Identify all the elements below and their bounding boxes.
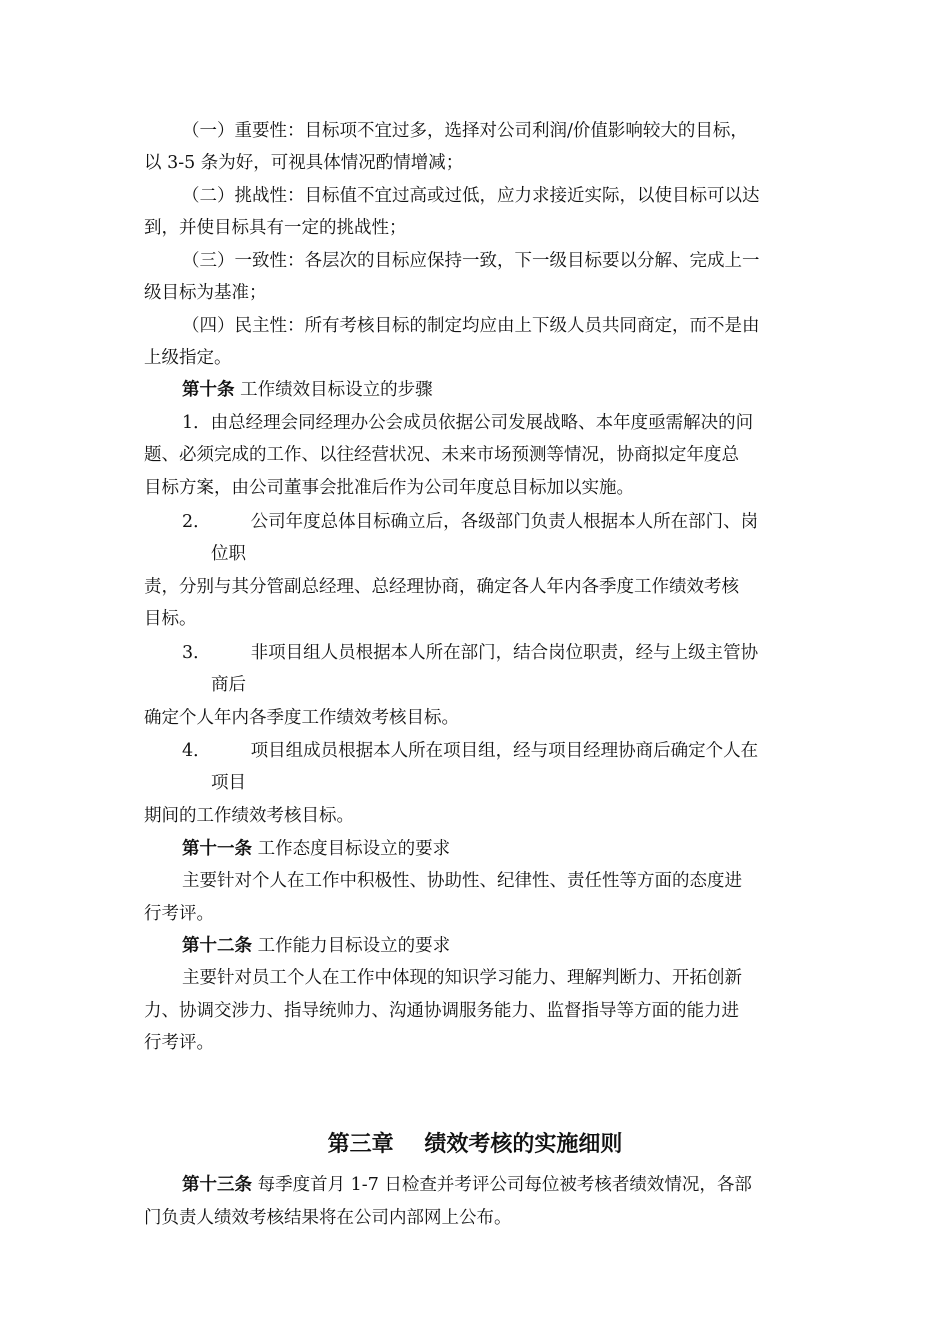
- article-12-title: 工作能力目标设立的要求: [257, 936, 451, 956]
- article-13-line-2: 门负责人绩效考核结果将在公司内部网上公布。: [144, 1208, 512, 1228]
- step-3-number: 3．: [182, 643, 211, 663]
- article-11-label: 第十一条: [182, 839, 252, 859]
- chapter-3-title: 绩效考核的实施细则: [424, 1132, 623, 1157]
- step-2-line-3: 责，分别与其分管副总经理、总经理协商，确定各人年内各季度工作绩效考核: [144, 577, 739, 597]
- step-4-line-3: 期间的工作绩效考核目标。: [144, 806, 354, 826]
- step-2-text-1: 公司年度总体目标确立后，各级部门负责人根据本人所在部门、岗: [250, 512, 759, 532]
- article-10-label: 第十条: [182, 380, 235, 400]
- step-4-text-1: 项目组成员根据本人所在项目组，经与项目经理协商后确定个人在: [250, 741, 759, 761]
- article-12-line-2: 力、协调交涉力、指导统帅力、沟通协调服务能力、监督指导等方面的能力进: [144, 1001, 739, 1021]
- principle-3-line-1: （三）一致性：各层次的目标应保持一致，下一级目标要以分解、完成上一: [182, 251, 760, 271]
- chapter-3-label: 第三章: [327, 1132, 394, 1157]
- step-4-line-1: [182, 739, 758, 763]
- step-3-line-2: 商后: [211, 675, 246, 695]
- article-11-line-2: 行考评。: [144, 904, 214, 924]
- article-11-heading: [182, 837, 450, 861]
- article-13-line-1: [182, 1173, 752, 1197]
- step-4-number: 4．: [182, 741, 211, 761]
- article-12-line-1: 主要针对员工个人在工作中体现的知识学习能力、理解判断力、开拓创新: [182, 968, 742, 988]
- article-13-text-1: 每季度首月 1-7 日检查并考评公司每位被考核者绩效情况，各部: [257, 1175, 752, 1195]
- principle-4-line-2: 上级指定。: [144, 348, 232, 368]
- step-2-line-2: 位职: [211, 544, 246, 564]
- step-2-line-1: [182, 510, 758, 534]
- step-3-text-1: 非项目组人员根据本人所在部门，结合岗位职责，经与上级主管协: [250, 643, 759, 663]
- step-1-line-3: 目标方案，由公司董事会批准后作为公司年度总目标加以实施。: [144, 478, 634, 498]
- step-2-number: 2．: [182, 512, 211, 532]
- principle-2-line-2: 到，并使目标具有一定的挑战性；: [144, 218, 407, 238]
- principle-1-line-1: （一）重要性：目标项不宜过多，选择对公司利润/价值影响较大的目标，: [182, 121, 748, 141]
- step-1-line-1: 1．由总经理会同经理办公会成员依据公司发展战略、本年度亟需解决的问: [182, 413, 754, 433]
- article-12-label: 第十二条: [182, 936, 252, 956]
- article-13-label: 第十三条: [182, 1175, 252, 1195]
- principle-4-line-1: （四）民主性：所有考核目标的制定均应由上下级人员共同商定，而不是由: [182, 316, 760, 336]
- step-3-line-1: [182, 641, 758, 665]
- principle-1-line-2: 以 3-5 条为好，可视具体情况酌情增减；: [144, 153, 464, 173]
- principle-2-line-1: （二）挑战性：目标值不宜过高或过低，应力求接近实际，以使目标可以达: [182, 186, 760, 206]
- article-10-heading: [182, 378, 433, 402]
- article-11-title: 工作态度目标设立的要求: [257, 839, 451, 859]
- article-12-heading: [182, 934, 450, 958]
- step-3-line-3: 确定个人年内各季度工作绩效考核目标。: [144, 708, 459, 728]
- step-2-line-4: 目标。: [144, 609, 197, 629]
- principle-3-line-2: 级目标为基准；: [144, 283, 267, 303]
- article-11-line-1: 主要针对个人在工作中积极性、协助性、纪律性、责任性等方面的态度进: [182, 871, 742, 891]
- article-10-title: 工作绩效目标设立的步骤: [240, 380, 433, 400]
- step-1-line-2: 题、必须完成的工作、以往经营状况、未来市场预测等情况，协商拟定年度总: [144, 445, 739, 465]
- article-12-line-3: 行考评。: [144, 1033, 214, 1053]
- chapter-3-heading: [0, 1129, 950, 1161]
- step-4-line-2: 项目: [211, 773, 246, 793]
